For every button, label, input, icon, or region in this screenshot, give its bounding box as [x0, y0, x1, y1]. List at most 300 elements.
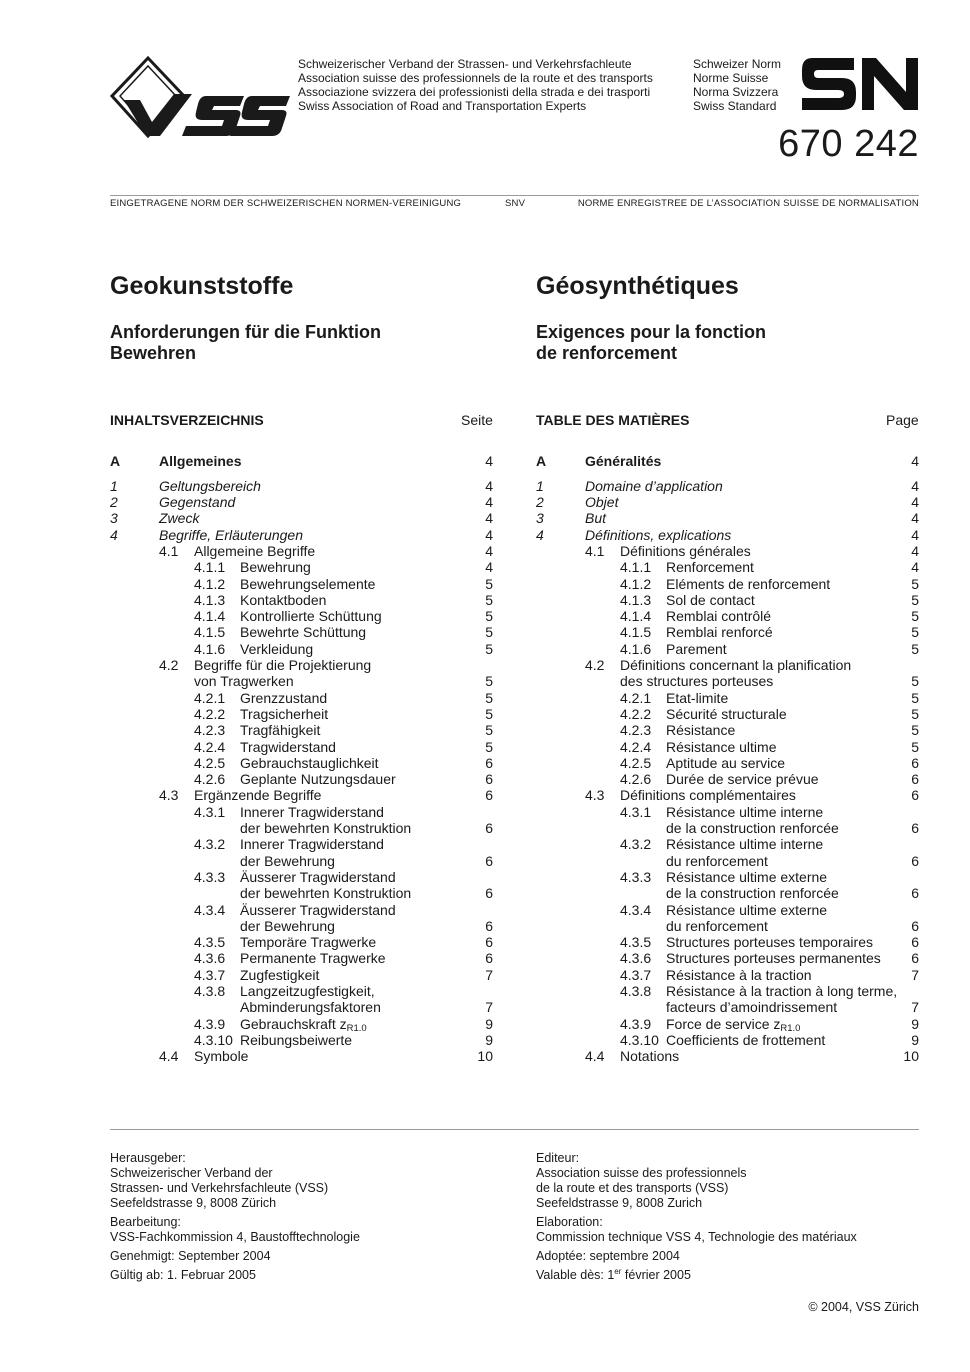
toc-entry-text: Objet [585, 494, 619, 511]
publisher-line-fr: Seefeldstrasse 9, 8008 Zurich [536, 1196, 703, 1210]
toc-entry-number: 4.2.5 [620, 754, 652, 771]
toc-entry-text: Ergänzende Begriffe [194, 787, 322, 804]
toc-entry-page: 5 [485, 738, 493, 755]
toc-entry-number: 4.3 [585, 787, 605, 804]
toc-entry [110, 804, 493, 820]
toc-entry-page: 4 [911, 494, 919, 511]
toc-entry-page: 5 [911, 738, 919, 755]
norm-number: 670 242 [778, 123, 919, 165]
toc-entry-title [666, 999, 837, 1015]
toc-entry-text: Notations [620, 1048, 680, 1065]
toc-entry-text: Tragsicherheit [240, 705, 329, 722]
toc-entry-page: 9 [485, 1031, 493, 1048]
toc-entry-title [666, 576, 830, 592]
toc-entry-number: 4.3.10 [194, 1031, 233, 1048]
toc-entry-text: Résistance ultime externe [666, 868, 828, 885]
toc-entry [536, 657, 919, 673]
toc-entry-number: 4.1.3 [194, 591, 226, 608]
toc-page-label-fr: Page [886, 412, 919, 428]
toc-entry-number: 4.1.6 [194, 640, 226, 657]
toc-entry-number: 4.2.4 [194, 738, 226, 755]
publisher-line-fr: Association suisse des professionnels [536, 1166, 747, 1180]
toc-entry-text: Résistance ultime interne [666, 803, 824, 820]
copyright: © 2004, VSS Zürich [808, 1300, 919, 1314]
toc-entry [110, 739, 493, 755]
toc-entry [110, 755, 493, 771]
toc-entry-title [240, 983, 375, 999]
vss-logo [110, 56, 292, 142]
valid-de: Gültig ab: 1. Februar 2005 [110, 1268, 256, 1282]
toc-entry-page: 4 [485, 494, 493, 511]
toc-entry-text: Grenzzustand [240, 689, 328, 706]
toc-entry [536, 999, 919, 1015]
toc-entry-title [240, 624, 366, 640]
editing-block-de [110, 1215, 360, 1245]
title-fr: Géosynthétiques [536, 272, 739, 300]
toc-entry-page: 6 [911, 754, 919, 771]
toc-entry-title [194, 657, 371, 673]
toc-entry [110, 869, 493, 885]
toc-entry [110, 673, 493, 689]
toc-entry-title [666, 869, 827, 885]
toc-entry [536, 510, 919, 526]
toc-entry-text: Définitions générales [620, 542, 751, 559]
toc-entry-page: 5 [911, 722, 919, 739]
toc-entry-title [240, 950, 386, 966]
toc-entry [536, 739, 919, 755]
toc-entry-page: 6 [911, 787, 919, 804]
toc-entry [536, 983, 919, 999]
toc-entry-title [240, 804, 384, 820]
toc-entry-text: Kontrollierte Schüttung [240, 608, 382, 625]
toc-entry-title [240, 918, 335, 934]
toc-entry-text: Begriffe für die Projektierung [194, 657, 372, 674]
toc-entry-number: 4.4 [159, 1048, 179, 1065]
toc-entry [536, 934, 919, 950]
toc-entry-title [585, 494, 618, 510]
toc-entry-number: 4.4 [585, 1048, 605, 1065]
editing-value-de: VSS-Fachkommission 4, Baustofftechnologie [110, 1230, 360, 1244]
toc-entry-number: 4.2.2 [620, 705, 652, 722]
toc-entry [110, 608, 493, 624]
toc-entry [536, 527, 919, 543]
toc-entry-text: Geltungsbereich [159, 477, 261, 494]
toc-entry-subscript: R1.0 [780, 1022, 801, 1034]
subtitle-de-line-2: Bewehren [110, 343, 197, 363]
toc-entry-page: 5 [911, 689, 919, 706]
toc-entry [536, 787, 919, 803]
toc-entry-title [666, 804, 823, 820]
toc-entry-title [666, 559, 754, 575]
toc-entry-title [666, 934, 873, 950]
subtitle-fr-line-2: de renforcement [536, 343, 678, 363]
toc-entry-page: 6 [911, 820, 919, 837]
toc-entry-page: 4 [911, 453, 919, 469]
toc-entry-number: 4 [536, 526, 544, 543]
toc-entry [536, 902, 919, 918]
footer-de [110, 1151, 360, 1287]
toc-entry-title [240, 722, 320, 738]
toc-entry [536, 690, 919, 706]
footer-rule [110, 1129, 919, 1130]
toc-entry-text: Renforcement [666, 559, 754, 576]
toc-entry-text: Temporäre Tragwerke [240, 934, 377, 951]
toc-entry-page: 4 [485, 453, 493, 469]
toc-entry-text: Remblai contrôlé [666, 608, 772, 625]
toc-entry-number: 4.1.4 [620, 608, 652, 625]
toc-entry-text: Définitions, explications [585, 526, 732, 543]
toc-entry-page: 6 [485, 885, 493, 902]
toc-entry [110, 453, 493, 469]
toc-entry [110, 1032, 493, 1048]
toc-entry-page: 10 [477, 1048, 493, 1065]
toc-entry-page: 5 [911, 591, 919, 608]
toc-entry-text: des structures porteuses [620, 673, 774, 690]
toc-entry-title [240, 755, 379, 771]
toc-entry-number: 4.2.3 [620, 722, 652, 739]
toc-entry [536, 950, 919, 966]
toc-entry-number: 4.3.7 [620, 966, 652, 983]
toc-entry-page: 5 [485, 722, 493, 739]
toc-entry-text: Généralités [585, 453, 662, 469]
toc-entry-title [666, 967, 812, 983]
approved-fr: Adoptée: septembre 2004 [536, 1249, 680, 1263]
toc-entry-page: 5 [911, 624, 919, 641]
toc-entry-text: Domaine d’application [585, 477, 723, 494]
toc-entry-title [585, 478, 723, 494]
toc-entry-title [620, 657, 851, 673]
toc-entry-text: Durée de service prévue [666, 771, 819, 788]
toc-entry [110, 624, 493, 640]
toc-entry-title [620, 673, 773, 689]
toc-entry-text: der Bewehrung [240, 852, 335, 869]
toc-entry-number: 3 [536, 510, 544, 527]
toc-title-fr: TABLE DES MATIÈRES [536, 412, 690, 428]
toc-entry-text: Résistance ultime [666, 738, 777, 755]
toc-entry-title [240, 836, 384, 852]
toc-entry-subscript: R1.0 [346, 1022, 367, 1034]
toc-entry [110, 690, 493, 706]
toc-entry-title [159, 494, 235, 510]
toc-entry-page: 6 [485, 787, 493, 804]
toc-entry-number: 4.3.5 [620, 934, 652, 951]
toc-entry-number: 4.2.3 [194, 722, 226, 739]
toc-entry [110, 934, 493, 950]
org-line-en: Swiss Association of Road and Transportation Experts [298, 99, 587, 113]
toc-entry-text: facteurs d’amoindrissement [666, 999, 838, 1016]
toc-entry-number: 4.3.8 [620, 983, 652, 999]
toc-entry-number: 4.2.1 [194, 689, 226, 706]
publisher-block-fr [536, 1151, 857, 1211]
toc-entry-page: 6 [485, 934, 493, 951]
toc-entry-number: 4 [110, 526, 118, 543]
toc-entry-title [240, 1032, 352, 1048]
toc-entry [536, 869, 919, 885]
toc-entry-text: Définitions complémentaires [620, 787, 796, 804]
toc-entry-page: 5 [485, 689, 493, 706]
toc-entry-page: 5 [485, 640, 493, 657]
toc-entry-text: But [585, 510, 607, 527]
toc-entry-number: 1 [536, 477, 544, 494]
toc-entry-page: 4 [485, 526, 493, 543]
toc-entry-title [240, 934, 376, 950]
toc-entry-text: Coefficients de frottement [666, 1031, 826, 1048]
toc-entry [110, 787, 493, 803]
toc-entry [536, 918, 919, 934]
toc-entry-text: Remblai renforcé [666, 624, 773, 641]
toc-entry [536, 576, 919, 592]
toc-entry [536, 1048, 919, 1064]
toc-entry-number: 4.3.8 [194, 983, 226, 999]
toc-entry-title [240, 706, 328, 722]
toc-entry [536, 559, 919, 575]
toc-entry-text: Gegenstand [159, 494, 236, 511]
toc-entry [110, 722, 493, 738]
footer-fr [536, 1151, 857, 1287]
toc-entry-text: Bewehrungselemente [240, 575, 376, 592]
toc-entry-number: 4.3.10 [620, 1031, 659, 1048]
publisher-block-de [110, 1151, 360, 1211]
toc-entry-page: 7 [911, 999, 919, 1016]
toc-entry-page: 6 [485, 852, 493, 869]
toc-entry-number: 4.3.4 [194, 901, 226, 918]
toc-entry-title [666, 771, 819, 787]
toc-entry-page: 6 [911, 885, 919, 902]
toc-entry-number: 4.3.9 [194, 1015, 226, 1032]
toc-entry-page: 9 [911, 1015, 919, 1032]
toc-entry-text: Geplante Nutzungsdauer [240, 771, 396, 788]
toc-entry-number: 4.3.5 [194, 934, 226, 951]
toc-entry-page: 4 [485, 510, 493, 527]
toc-entry-number: 4.1.2 [620, 575, 652, 592]
toc-entry [110, 820, 493, 836]
title-de: Geokunststoffe [110, 272, 294, 300]
toc-entry-title [194, 1048, 248, 1064]
toc-entry [110, 592, 493, 608]
toc-entry [536, 1032, 919, 1048]
toc-entry [110, 510, 493, 526]
toc-entry-text: Allgemeine Begriffe [194, 542, 316, 559]
toc-entry-number: 2 [110, 494, 118, 511]
toc-entry-title [666, 1032, 825, 1048]
toc-entry-text: Sol de contact [666, 591, 755, 608]
toc-entry-number: 4.3.1 [194, 803, 226, 820]
toc-entry-number: 4.1.3 [620, 591, 652, 608]
publisher-label-fr: Editeur: [536, 1151, 580, 1165]
subtitle-fr [536, 322, 766, 364]
toc-entry-text: Structures porteuses permanentes [666, 950, 881, 967]
toc-entry [110, 559, 493, 575]
toc-entry-text: Äusserer Tragwiderstand [240, 901, 396, 918]
toc-entry-page: 4 [485, 559, 493, 576]
toc-entry-text: Force de service z [666, 1015, 781, 1032]
toc-entry-number: 4.2 [585, 657, 605, 674]
toc-entry [110, 853, 493, 869]
valid-suffix-fr: février 2005 [621, 1268, 691, 1282]
toc-entry-number: 4.3.6 [194, 950, 226, 967]
toc-entry-title [666, 836, 823, 852]
toc-entry [536, 771, 919, 787]
toc-list-fr [536, 453, 919, 1064]
toc-entry-text: de la construction renforcée [666, 820, 839, 837]
toc-entry-page: 6 [485, 917, 493, 934]
toc-entry-text: Définitions concernant la planification [620, 657, 852, 674]
toc-entry [110, 706, 493, 722]
toc-entry-title [240, 853, 335, 869]
toc-entry-page: 5 [485, 591, 493, 608]
toc-entry-text: Sécurité structurale [666, 705, 787, 722]
toc-entry-page: 6 [485, 754, 493, 771]
toc-entry-title [240, 967, 319, 983]
toc-entry-number: 4.2.2 [194, 705, 226, 722]
toc-entry-text: Zugfestigkeit [240, 966, 320, 983]
toc-entry [536, 820, 919, 836]
toc-entry-number: 4.1.1 [620, 559, 652, 576]
org-line-fr: Association suisse des professionnels de la route et des transports [298, 71, 653, 85]
approved-de: Genehmigt: September 2004 [110, 1249, 271, 1263]
toc-entry-title [620, 787, 796, 803]
toc-entry-page: 4 [911, 559, 919, 576]
toc-entry-page: 7 [911, 966, 919, 983]
toc-entry-title [194, 787, 321, 803]
toc-entry [110, 657, 493, 673]
toc-entry [110, 527, 493, 543]
toc-entry-title [620, 1048, 679, 1064]
toc-entry-title [666, 885, 839, 901]
subtitle-fr-line-1: Exigences pour la fonction [536, 322, 767, 342]
toc-page-label-de: Seite [461, 412, 493, 428]
toc-entry-number: 4.3.1 [620, 803, 652, 820]
toc-entry-title [240, 576, 375, 592]
toc-entry-text: Résistance à la traction [666, 966, 812, 983]
toc-entry-text: de la construction renforcée [666, 885, 839, 902]
toc-entry [536, 967, 919, 983]
toc-entry-page: 7 [485, 999, 493, 1016]
toc-entry-number: 4.1 [585, 542, 605, 559]
toc-entry-number: 4.2 [159, 657, 179, 674]
toc-entry-page: 6 [485, 771, 493, 788]
toc-entry [110, 478, 493, 494]
toc-entry [110, 999, 493, 1015]
toc-entry-number: 4.1.4 [194, 608, 226, 625]
toc-entry-page: 4 [911, 526, 919, 543]
toc-entry-title [666, 755, 785, 771]
toc-title-de: INHALTSVERZEICHNIS [110, 412, 264, 428]
valid-fr [536, 1268, 857, 1283]
toc-entry-number: 4.3 [159, 787, 179, 804]
toc-entry [536, 494, 919, 510]
publisher-line-de: Seefeldstrasse 9, 8008 Zürich [110, 1196, 277, 1210]
toc-entry [536, 885, 919, 901]
toc-entry-title [666, 690, 728, 706]
toc-entry-page: 5 [485, 673, 493, 690]
toc-entry-title [159, 510, 199, 526]
toc-entry-text: Begriffe, Erläuterungen [159, 526, 303, 543]
toc-heading-de [110, 412, 264, 429]
toc-entry-title [240, 820, 411, 836]
toc-entry [536, 608, 919, 624]
toc-entry [536, 543, 919, 559]
toc-entry-number: 3 [110, 510, 118, 527]
toc-entry-text: du renforcement [666, 852, 768, 869]
toc-entry-page: 5 [485, 624, 493, 641]
toc-entry-number: 4.3.6 [620, 950, 652, 967]
toc-entry-number: 4.3.9 [620, 1015, 652, 1032]
toc-entry-text: Aptitude au service [666, 754, 786, 771]
toc-list-de [110, 453, 493, 1064]
toc-entry [110, 1048, 493, 1064]
toc-entry-number: 4.2.6 [194, 771, 226, 788]
toc-entry [110, 885, 493, 901]
toc-entry [110, 950, 493, 966]
toc-entry-text: der bewehrten Konstruktion [240, 885, 412, 902]
toc-entry [110, 836, 493, 852]
toc-entry-text: Verkleidung [240, 640, 314, 657]
toc-entry-title [666, 722, 735, 738]
toc-entry-page: 6 [911, 771, 919, 788]
toc-entry-title [666, 592, 755, 608]
subtitle-de-line-1: Anforderungen für die Funktion [110, 322, 381, 342]
toc-entry-title [666, 983, 897, 999]
toc-entry-number: 4.2.4 [620, 738, 652, 755]
toc-entry-text: Langzeitzugfestigkeit, [240, 983, 375, 999]
toc-entry-title [240, 592, 326, 608]
toc-entry-number: 4.1.6 [620, 640, 652, 657]
toc-entry-title [240, 902, 396, 918]
toc-entry-text: Allgemeines [159, 453, 242, 469]
toc-entry-title [159, 478, 261, 494]
toc-entry-number: 4.3.2 [194, 836, 226, 853]
toc-entry [536, 706, 919, 722]
publisher-line-de: Schweizerischer Verband der [110, 1166, 273, 1180]
toc-entry [110, 1016, 493, 1032]
editing-block-fr [536, 1215, 857, 1245]
valid-sup-fr: er [614, 1266, 622, 1276]
toc-entry-page: 5 [485, 608, 493, 625]
toc-entry-page: 10 [903, 1048, 919, 1065]
toc-entry-number: 4.3.3 [194, 868, 226, 885]
norm-line-de: Schweizer Norm [693, 57, 782, 71]
toc-entry-page: 9 [485, 1015, 493, 1032]
toc-entry-page: 5 [485, 575, 493, 592]
toc-entry-title [240, 999, 381, 1015]
toc-entry-text: Résistance ultime externe [666, 901, 828, 918]
toc-entry-text: Äusserer Tragwiderstand [240, 868, 396, 885]
toc-heading-fr [536, 412, 690, 429]
toc-entry [110, 918, 493, 934]
publisher-line-de: Strassen- und Verkehrsfachleute (VSS) [110, 1181, 329, 1195]
toc-entry-text: Innerer Tragwiderstand [240, 836, 384, 853]
subtitle-de [110, 322, 381, 364]
toc-entry-title [666, 918, 768, 934]
toc-entry-text: Permanente Tragwerke [240, 950, 386, 967]
registration-snv: SNV [505, 198, 526, 209]
org-line-it: Associazione svizzera dei professionisti della strada e dei trasporti [298, 85, 651, 99]
toc-entry-text: Eléments de renforcement [666, 575, 831, 592]
toc-entry-text: Abminderungsfaktoren [240, 999, 381, 1016]
toc-entry-title [666, 853, 768, 869]
registration-de: EINGETRAGENE NORM DER SCHWEIZERISCHEN NORMEN-VEREINIGUNG [110, 198, 462, 209]
header-rule [110, 195, 919, 196]
toc-entry-text: Gebrauchstauglichkeit [240, 754, 379, 771]
toc-entry-number: 2 [536, 494, 544, 511]
editing-label-de: Bearbeitung: [110, 1215, 181, 1229]
toc-entry-title [585, 510, 606, 526]
toc-entry [110, 967, 493, 983]
toc-entry [536, 641, 919, 657]
toc-entry-title [240, 641, 313, 657]
toc-entry-text: von Tragwerken [194, 673, 294, 690]
